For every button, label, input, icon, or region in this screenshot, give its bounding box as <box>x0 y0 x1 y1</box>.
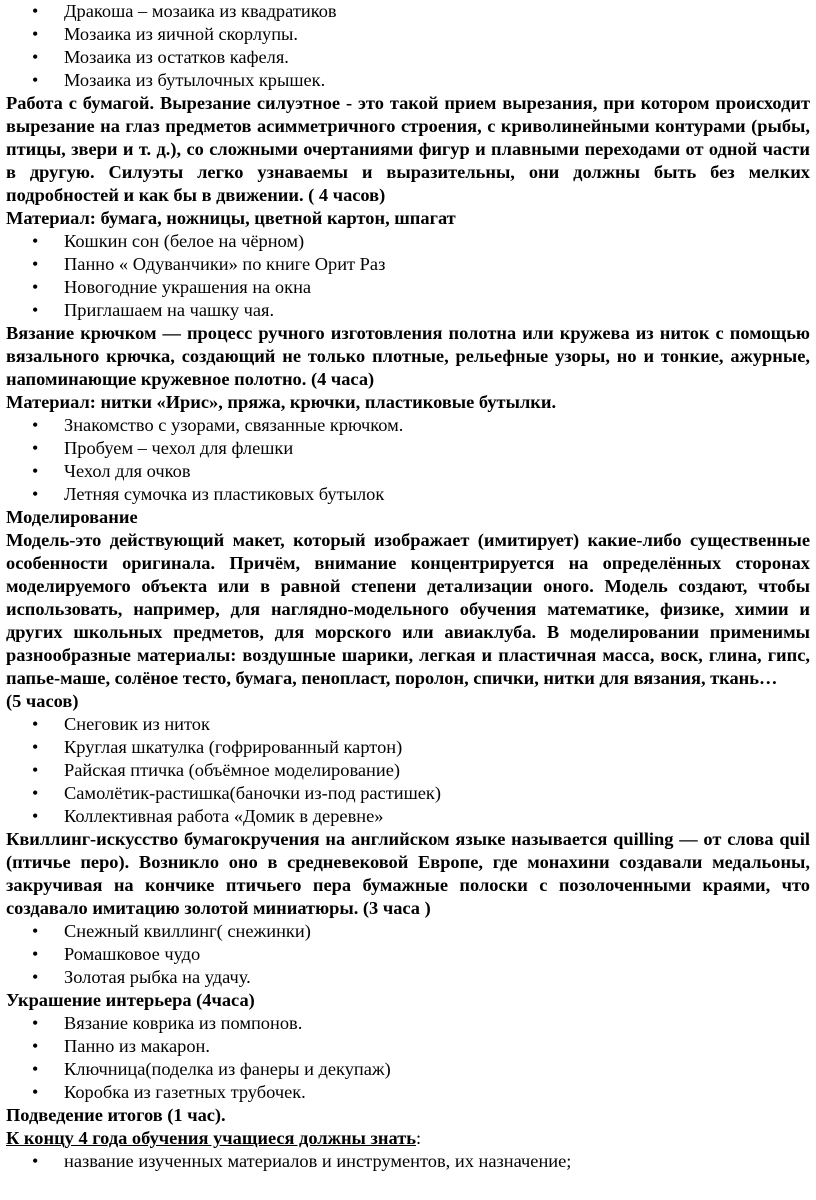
paper-list <box>6 230 810 322</box>
summary-know-label: К концу 4 года обучения учащиеся должны знать <box>6 1128 416 1148</box>
summary-list <box>6 1150 810 1173</box>
list-item: • Снеговик из ниток <box>64 713 810 736</box>
modeling-list <box>6 713 810 828</box>
list-item: • Коробка из газетных трубочек. <box>64 1081 810 1104</box>
modeling-hours: (5 часов) <box>6 691 79 711</box>
crochet-list <box>6 414 810 506</box>
modeling-heading: Моделирование <box>6 507 138 527</box>
list-item: • Круглая шкатулка (гофрированный картон) <box>64 736 810 759</box>
list-item: • Самолётик-растишка(баночки из-под растишек) <box>64 782 810 805</box>
list-item: • Вязание коврика из помпонов. <box>64 1012 810 1035</box>
list-item: • Приглашаем на чашку чая. <box>64 299 810 322</box>
list-item: • Мозаика из остатков кафеля. <box>64 46 810 69</box>
list-item: • Коллективная работа «Домик в деревне» <box>64 805 810 828</box>
mosaic-list <box>6 0 810 92</box>
quilling-section-text: Квиллинг-искусство бумагокручения на английском языке называется quilling — от слова quil (птичье перо). Возникло оно в средневековой Европе, где монахини создавали медальоны, закручивая на кончике птичьего пера бумажные полоски с позолоченными краями, что создавало имитацию золотой миниатюры. (3 часа ) <box>6 829 810 918</box>
list-item: • Райская птичка (объёмное моделирование) <box>64 759 810 782</box>
summary-know-line <box>6 1127 810 1150</box>
list-item: • Ключница(поделка из фанеры и декупаж) <box>64 1058 810 1081</box>
paper-material: Материал: бумага, ножницы, цветной картон, шпагат <box>6 208 456 228</box>
list-item: • Новогодние украшения на окна <box>64 276 810 299</box>
interior-heading: Украшение интерьера (4часа) <box>6 990 255 1010</box>
list-item: • Ромашковое чудо <box>64 943 810 966</box>
list-item: • Золотая рыбка на удачу. <box>64 966 810 989</box>
list-item: • Пробуем – чехол для флешки <box>64 437 810 460</box>
list-item: • Мозаика из яичной скорлупы. <box>64 23 810 46</box>
interior-list <box>6 1012 810 1104</box>
crochet-material: Материал: нитки «Ирис», пряжа, крючки, пластиковые бутылки. <box>6 392 557 412</box>
list-item: • Дракоша – мозаика из квадратиков <box>64 0 810 23</box>
quilling-list <box>6 920 810 989</box>
list-item: • Летняя сумочка из пластиковых бутылок <box>64 483 810 506</box>
list-item: • название изученных материалов и инструментов, их назначение; <box>64 1150 810 1173</box>
list-item: • Снежный квиллинг( снежинки) <box>64 920 810 943</box>
list-item: • Знакомство с узорами, связанные крючком. <box>64 414 810 437</box>
list-item: • Кошкин сон (белое на чёрном) <box>64 230 810 253</box>
crochet-section-text: Вязание крючком — процесс ручного изготовления полотна или кружева из ниток с помощью вязального крючка, создающий не только плотные, рельефные узоры, но и тонкие, ажурные, напоминающие кружевное полотно. (4 часа) <box>6 323 810 389</box>
summary-know-colon: : <box>415 1128 422 1148</box>
list-item: • Панно « Одуванчики» по книге Орит Раз <box>64 253 810 276</box>
list-item: • Панно из макарон. <box>64 1035 810 1058</box>
list-item: • Мозаика из бутылочных крышек. <box>64 69 810 92</box>
list-item: • Чехол для очков <box>64 460 810 483</box>
modeling-section-text: Модель-это действующий макет, который изображает (имитирует) какие-либо существенные особенности оригинала. Причём, внимание концентрируется на определённых сторонах моделируемого объекта или в равной степени детализации оного. Модель создают, чтобы использовать, например, для наглядно-модельного обучения математике, физике, химии и других школьных предметов, для морского или авиаклуба. В моделировании применимы разнообразные материалы: воздушные шарики, легкая и пластичная масса, воск, глина, гипс, папье-маше, солёное тесто, бумага, пенопласт, поролон, спички, нитки для вязания, ткань… <box>6 530 810 688</box>
paper-section-text: Работа с бумагой. Вырезание силуэтное - это такой прием вырезания, при котором происходит вырезание на глаз предметов асимметричного строения, с криволинейными контурами (рыбы, птицы, звери и т. д.), со сложными очертаниями фигур и плавными переходами от одной части в другую. Силуэты легко узнаваемы и выразительны, они должны быть без мелких подробностей и как бы в движении. ( 4 часов) <box>6 93 810 205</box>
summary-heading: Подведение итогов (1 час). <box>6 1105 226 1125</box>
